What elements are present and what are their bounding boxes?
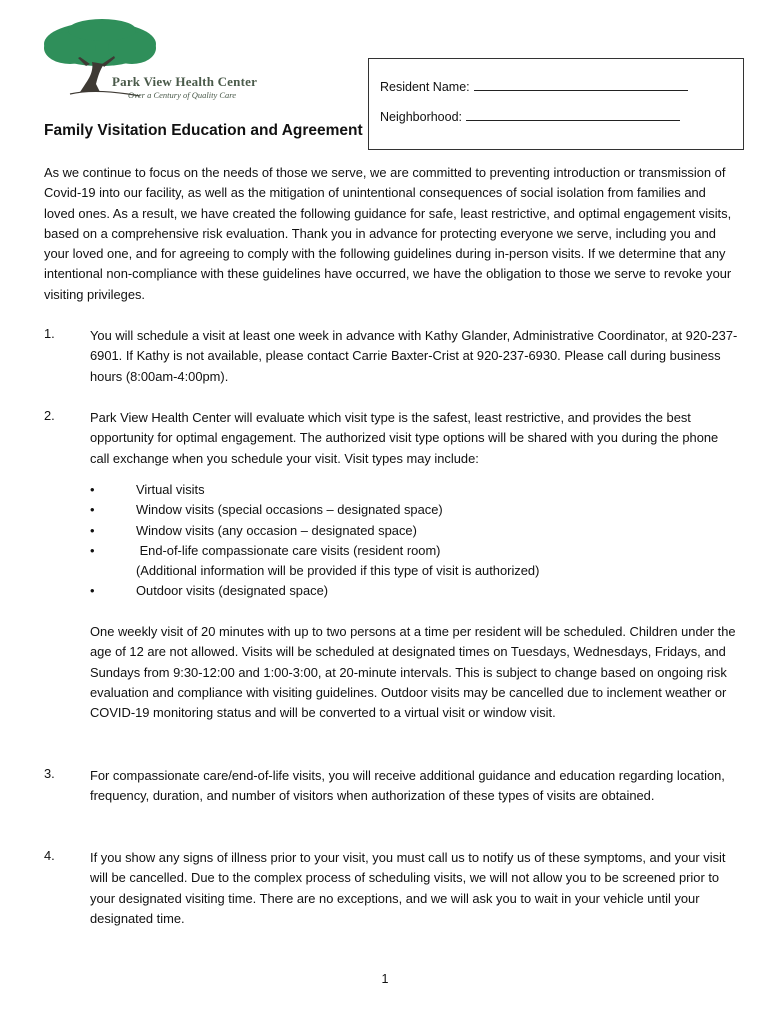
item-text: For compassionate care/end-of-life visits, you will receive additional guidance and education regarding location, frequency, duration, and number of visitors when authorization of these types of visits are obtained. [90, 768, 725, 804]
org-tagline: Over a Century of Quality Care [128, 90, 237, 100]
item-number: 4. [44, 848, 55, 863]
bullet-icon: • [90, 522, 95, 538]
bullet-icon: • [90, 482, 95, 497]
neighborhood-label: Neighborhood: [380, 110, 463, 124]
bullet-icon: • [90, 542, 95, 558]
list-item: • Outdoor visits (designated space) [90, 581, 690, 601]
item-number: 2. [44, 408, 55, 423]
item-number: 3. [44, 766, 55, 781]
bullet-icon: • [90, 502, 95, 518]
visit-schedule-paragraph: One weekly visit of 20 minutes with up to two persons at a time per resident will be scheduled. Children under the age of 12 are not allowed. Visits will be scheduled at designated times on Tuesdays, Wednesdays, Fridays, and Sundays from 9:30-12:00 and 1:00-3:00, at 20-minute intervals. This is subject to change based on ongoing risk evaluation and compliance with visiting guidelines. Outdoor visits may be cancelled due to inclement weather or COVID-19 monitoring status and will be converted to a virtual visit or window visit. [90, 624, 736, 721]
resident-name-label: Resident Name: [380, 80, 470, 94]
page-number: 1 [381, 972, 389, 986]
item-number: 1. [44, 326, 55, 341]
org-name: Park View Health Center [112, 74, 258, 89]
bullet-icon: • [90, 583, 95, 599]
resident-name-line[interactable] [474, 78, 688, 91]
intro-paragraph: As we continue to focus on the needs of those we serve, we are committed to preventing introduction or transmission of Covid-19 into our facility, as well as the mitigation of unintentional consequences of social isolation from families and loved ones. As a result, we have created the following guidance for safe, least restrictive, and optimal engagement visits, based on a comprehensive risk evaluation. Thank you in advance for protecting everyone we serve, including you and your loved one, and for agreeing to comply with the following guidelines during in-person visits. If we determine that any intentional non-compliance with these guidelines have occurred, we have the obligation to those we serve to revoke your visiting privileges. [44, 165, 732, 302]
page-title: Family Visitation Education and Agreement [44, 122, 363, 139]
list-item: • Window visits (any occasion – designated space) [90, 521, 690, 541]
resident-name-field[interactable] [380, 78, 688, 94]
item-text: If you show any signs of illness prior to your visit, you must call us to notify us of these symptoms, and your visit will be cancelled. Due to the complex process of scheduling visits, we will not allow you to be screened prior to your designated visiting time. There are no exceptions, and we will ask you to wait in your vehicle until your designated time. [90, 850, 726, 926]
neighborhood-line[interactable] [466, 108, 680, 121]
resident-info-box [368, 58, 744, 150]
item-text: Park View Health Center will evaluate which visit type is the safest, least restrictive, and provides the best opportunity for optimal engagement. The authorized visit type options will be shared with you during the phone call exchange when you schedule your visit. Visit types may include: [90, 410, 719, 466]
list-item: • Window visits (special occasions – designated space) [90, 500, 690, 520]
list-item: • Virtual visits [90, 480, 690, 500]
visit-types-list [90, 480, 690, 602]
list-item: • End-of-life compassionate care visits (resident room) [90, 541, 690, 561]
list-item-note: (Additional information will be provided if this type of visit is authorized) [136, 563, 540, 579]
item-text: You will schedule a visit at least one week in advance with Kathy Glander, Administrative Coordinator, at 920-237-6901. If Kathy is not available, please contact Carrie Baxter-Crist at 920-237-6930. Please call during business hours (8:00am-4:00pm). [90, 328, 738, 384]
neighborhood-field[interactable] [380, 108, 680, 124]
